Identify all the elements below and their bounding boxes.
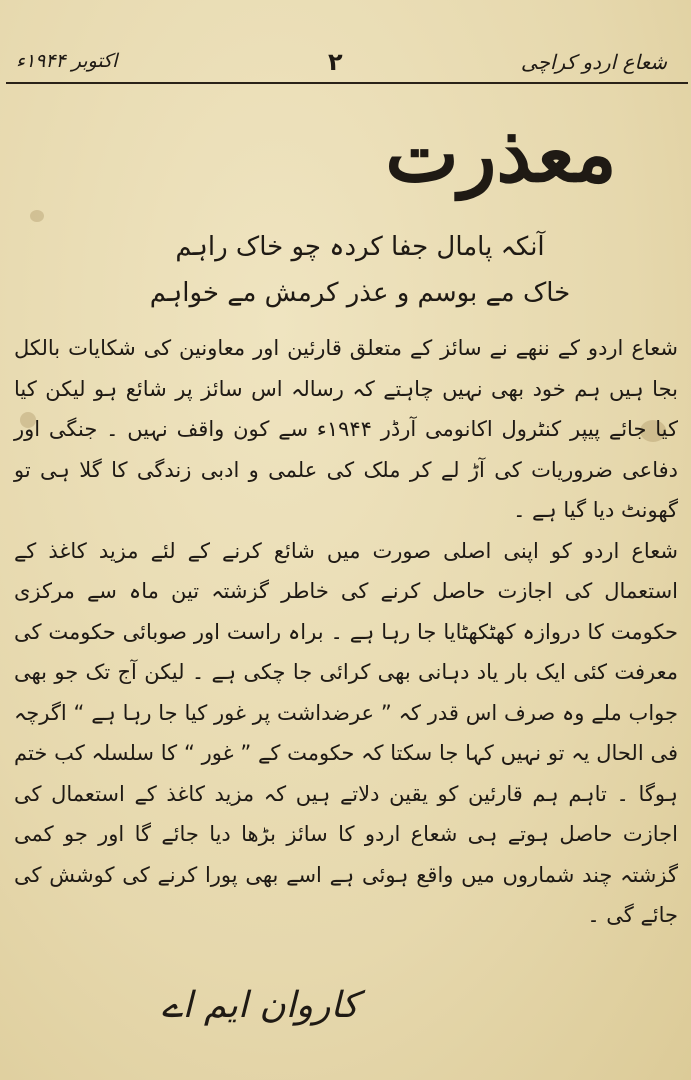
couplet-line-1: آنکہ پامال جفا کردہ چو خاک راہم — [175, 232, 545, 262]
paper-stain — [30, 210, 44, 222]
issue-date: اکتوبر ۱۹۴۴ء — [16, 50, 118, 72]
paragraph-2: شعاع اردو کو اپنی اصلی صورت میں شائع کرنے کے لئے مزید کاغذ کے استعمال کی اجازت حاصل کرنے کی خاطر گزشتہ تین ماہ سے مرکزی حکومت کا دروازہ کھٹکھٹایا جا رہا ہے ۔ براہ راست اور صوبائی حکومت کی معرفت کئی ایک بار یاد دہانی بھی کرائی جا چکی ہے ۔ لیکن آج تک جو بھی جواب ملے وہ صرف اس قدر کہ ” عرضداشت پر غور کیا جا رہا ہے “ اگرچہ فی الحال یہ تو نہیں کہا جا سکتا کہ حکومت کے ” غور “ کا سلسلہ کب ختم ہوگا ۔ تاہم ہم قارئین کو یقین دلاتے ہیں کہ مزید کاغذ کے استعمال کی اجازت حاصل ہوتے ہی شعاع اردو کا سائز بڑھا دیا جائے گا اور جو کمی گزشتہ چند شماروں میں واقع ہوئی ہے اسے بھی پورا کرنے کی کوشش کی جائے گی ۔ — [14, 538, 678, 927]
header-rule — [6, 82, 688, 84]
article-body — [14, 328, 678, 936]
couplet-line-2: خاک مے بوسم و عذر کرمش مے خواہم — [149, 278, 571, 308]
paragraph-1: شعاع اردو کے ننھے نے سائز کے متعلق قارئین اور معاونین کی شکایات بالکل بجا ہیں ہم خود بھی نہیں چاہتے کہ رسالہ اس سائز پر شائع ہو لیکن کیا کیا جائے پیپر کنٹرول اکانومی آرڈر ۱۹۴۴ء سے کون واقف نہیں ۔ جنگی اور دفاعی ضروریات کی آڑ لے کر ملک کی علمی و ادبی زندگی کا گلا ہی تو گھونٹ دیا گیا ہے ۔ — [14, 336, 678, 522]
signature: کاروان ایم اے — [161, 985, 359, 1026]
page-number: ۲ — [328, 48, 343, 76]
page-title: معذرت — [385, 109, 617, 200]
publication-name: شعاع اردو کراچی — [520, 50, 667, 74]
